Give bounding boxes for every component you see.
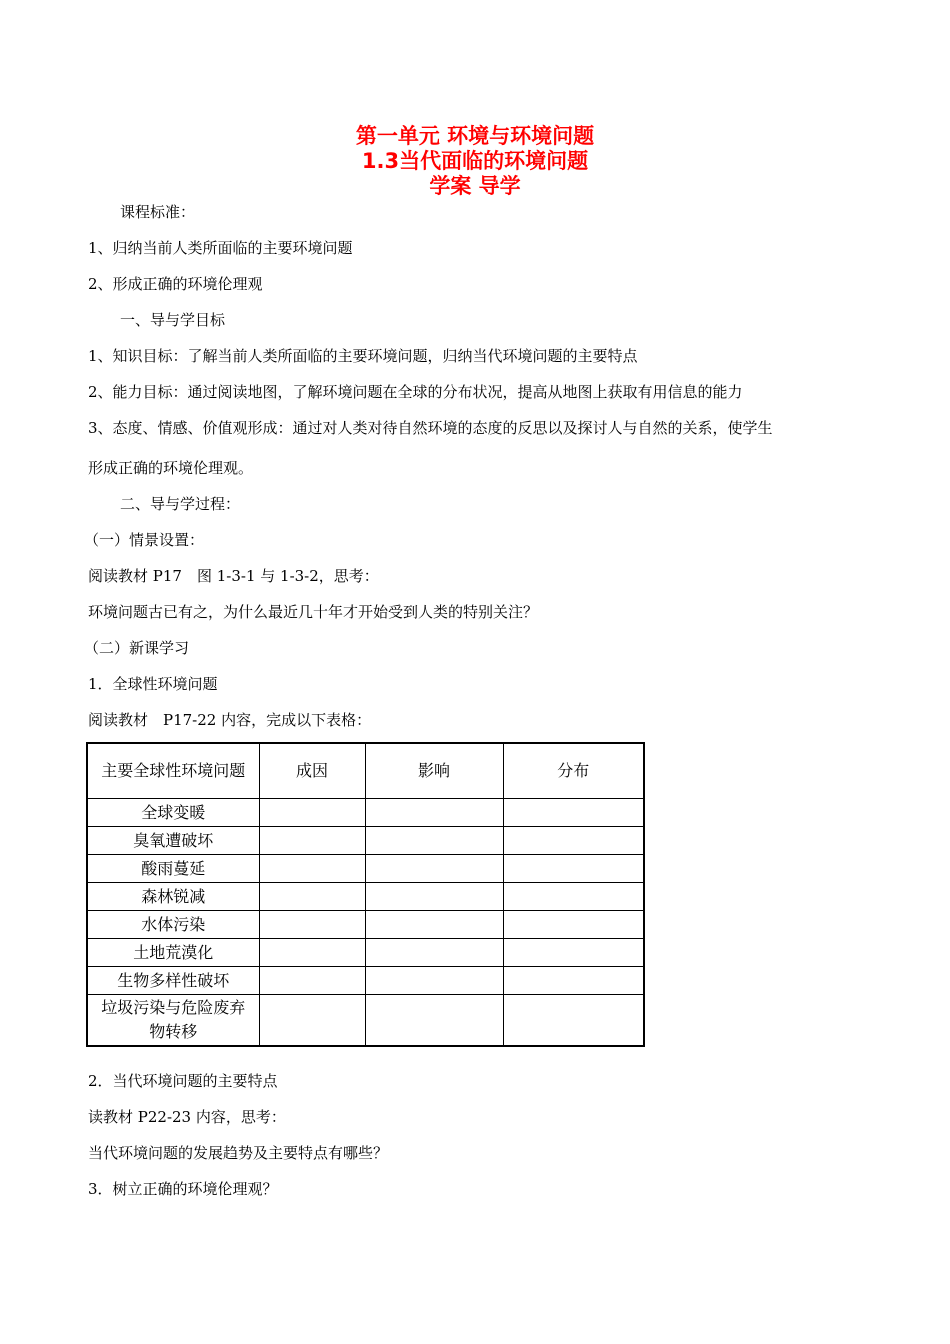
- topic1-heading: 1．全球性环境问题: [88, 675, 218, 693]
- table-row: [87, 967, 644, 995]
- cause-cell[interactable]: [259, 967, 365, 995]
- cause-cell[interactable]: [259, 995, 365, 1047]
- table-row: [87, 799, 644, 827]
- impact-cell[interactable]: [365, 939, 503, 967]
- curriculum-item: 2、形成正确的环境伦理观: [88, 275, 263, 293]
- distribution-cell[interactable]: [503, 911, 644, 939]
- part2-heading: （二）新课学习: [84, 639, 190, 657]
- doc-title-line1: 第一单元 环境与环境问题: [355, 124, 595, 148]
- distribution-cell[interactable]: [503, 883, 644, 911]
- curriculum-item: 1、归纳当前人类所面临的主要环境问题: [88, 239, 353, 257]
- issue-cell: 垃圾污染与危险废弃物转移: [87, 995, 259, 1047]
- distribution-cell[interactable]: [503, 967, 644, 995]
- cause-cell[interactable]: [259, 883, 365, 911]
- issue-cell: 水体污染: [87, 911, 259, 939]
- issue-cell: 臭氧遭破坏: [87, 827, 259, 855]
- goal-item: 1、知识目标：了解当前人类所面临的主要环境问题，归纳当代环境问题的主要特点: [88, 347, 638, 365]
- table-row: [87, 939, 644, 967]
- distribution-cell[interactable]: [503, 827, 644, 855]
- impact-cell[interactable]: [365, 883, 503, 911]
- impact-cell[interactable]: [365, 995, 503, 1047]
- distribution-cell[interactable]: [503, 995, 644, 1047]
- part1-line: 阅读教材 P17 图 1-3-1 与 1-3-2，思考：: [88, 567, 379, 585]
- goal-item: 3、态度、情感、价值观形成：通过对人类对待自然环境的态度的反思以及探讨人与自然的关系，使学生: [88, 419, 773, 437]
- impact-cell[interactable]: [365, 967, 503, 995]
- header-cell-impact: 影响: [365, 743, 503, 799]
- header-cell-distribution: 分布: [503, 743, 644, 799]
- issue-cell: 生物多样性破坏: [87, 967, 259, 995]
- doc-title-line2: 1.3当代面临的环境问题: [361, 149, 589, 173]
- table-row: [87, 855, 644, 883]
- cause-cell[interactable]: [259, 855, 365, 883]
- topic3-heading: 3．树立正确的环境伦理观？: [88, 1180, 278, 1198]
- distribution-cell[interactable]: [503, 939, 644, 967]
- table-row: [87, 911, 644, 939]
- section2-heading: 二、导与学过程：: [120, 495, 241, 513]
- impact-cell[interactable]: [365, 855, 503, 883]
- header-cell-cause: 成因: [259, 743, 365, 799]
- cause-cell[interactable]: [259, 911, 365, 939]
- goal-item: 2、能力目标：通过阅读地图，了解环境问题在全球的分布状况，提高从地图上获取有用信息的能力: [88, 383, 743, 401]
- environment-issues-table: [86, 742, 645, 1047]
- doc-title-line3: 学案 导学: [429, 174, 521, 198]
- header-cell-issue: 主要全球性环境问题: [87, 743, 259, 799]
- table-row: [87, 995, 644, 1047]
- topic1-instruction: 阅读教材 P17-22 内容，完成以下表格：: [88, 711, 372, 729]
- cause-cell[interactable]: [259, 827, 365, 855]
- issue-cell: 全球变暖: [87, 799, 259, 827]
- distribution-cell[interactable]: [503, 855, 644, 883]
- cause-cell[interactable]: [259, 939, 365, 967]
- part1-heading: （一）情景设置：: [84, 531, 205, 549]
- table-row: [87, 883, 644, 911]
- issue-cell: 土地荒漠化: [87, 939, 259, 967]
- table-header-row: [87, 743, 644, 799]
- section1-heading: 一、导与学目标: [120, 311, 226, 329]
- distribution-cell[interactable]: [503, 799, 644, 827]
- table-row: [87, 827, 644, 855]
- topic2-question: 当代环境问题的发展趋势及主要特点有哪些？: [88, 1144, 389, 1162]
- part1-question: 环境问题古已有之，为什么最近几十年才开始受到人类的特别关注？: [88, 603, 539, 621]
- topic2-line: 读教材 P22-23 内容，思考：: [88, 1108, 286, 1126]
- curriculum-heading: 课程标准：: [120, 203, 196, 221]
- topic2-heading: 2．当代环境问题的主要特点: [88, 1072, 278, 1090]
- impact-cell[interactable]: [365, 827, 503, 855]
- issue-cell: 森林锐减: [87, 883, 259, 911]
- goal-item-continued: 形成正确的环境伦理观。: [88, 459, 254, 477]
- impact-cell[interactable]: [365, 799, 503, 827]
- cause-cell[interactable]: [259, 799, 365, 827]
- impact-cell[interactable]: [365, 911, 503, 939]
- issue-cell: 酸雨蔓延: [87, 855, 259, 883]
